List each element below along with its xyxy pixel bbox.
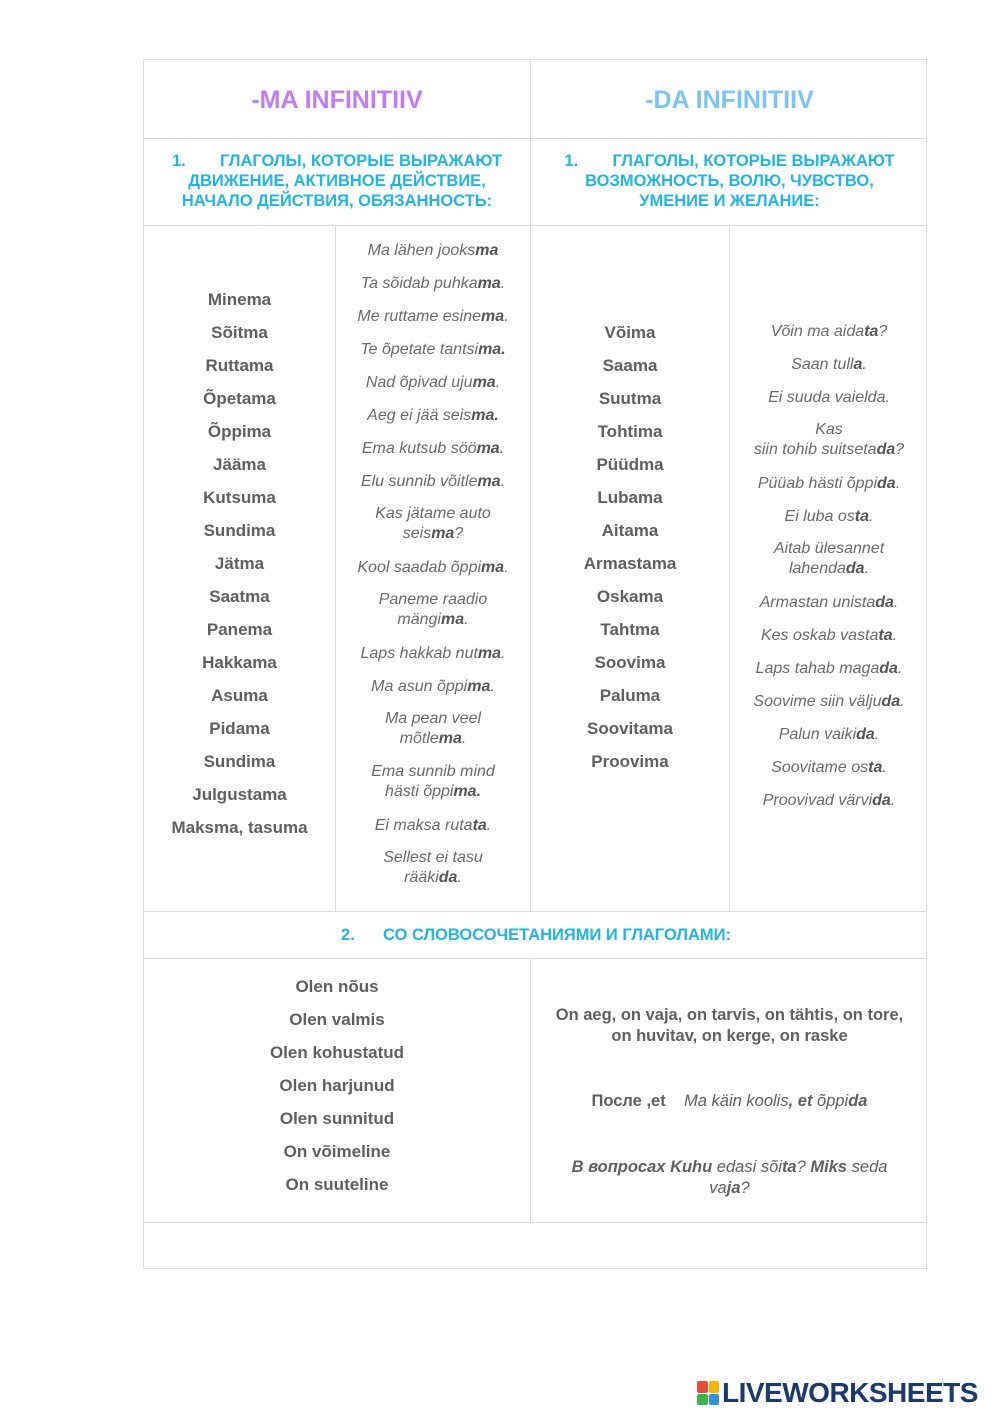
infinitive-ending: ma — [481, 559, 505, 576]
example-text: . — [490, 678, 495, 695]
example-text: ? — [796, 1158, 811, 1176]
questions-rule — [531, 1157, 928, 1199]
rule-number: 1. — [564, 152, 579, 170]
infinitive-ending: ta — [864, 323, 879, 340]
example-text: Aitab ülesannet — [773, 540, 885, 557]
rule-line: ВОЗМОЖНОСТЬ, ВОЛЮ, ЧУВСТВО, — [585, 172, 874, 190]
example-text: Armastan unista — [759, 594, 876, 611]
example-text: Püüab hästi õppi — [757, 475, 878, 492]
verb-item: Soovitama — [587, 719, 673, 738]
verb-item: Kutsuma — [203, 488, 276, 507]
verb-item: Saatma — [209, 587, 270, 606]
example-sentence — [361, 638, 506, 671]
infinitive-ending: da — [875, 594, 894, 611]
example-text: Nad õpivad uju — [365, 374, 473, 391]
rule-number: 1. — [171, 152, 186, 170]
example-text: Võin ma aida — [770, 323, 865, 340]
infinitive-ending: ma — [472, 374, 496, 391]
example-sentence — [791, 349, 867, 382]
ma-infinitive-title: -MA INFINITIIV — [251, 86, 423, 114]
infinitive-ending: da — [877, 475, 896, 492]
example-sentence — [760, 587, 899, 620]
example-text: . — [869, 508, 874, 525]
example-sentence — [362, 433, 504, 466]
verb-item: Suutma — [598, 389, 662, 408]
verb-item: Tohtima — [597, 422, 663, 441]
example-sentence — [360, 334, 505, 367]
example-sentence — [753, 686, 904, 719]
brand-text: LIVEWORKSHEETS — [722, 1377, 978, 1408]
section2-title: СО СЛОВОСОЧЕТАНИЯМИ И ГЛАГОЛАМИ: — [383, 926, 731, 944]
example-text: Paneme raadio — [378, 591, 488, 608]
rule-line: ГЛАГОЛЫ, КОТОРЫЕ ВЫРАЖАЮТ — [612, 152, 895, 170]
example-text: õppi — [812, 1092, 849, 1110]
infinitive-ending: ma. — [471, 407, 499, 424]
example-text: . — [890, 792, 896, 809]
example-text: Laps hakkab nut — [360, 645, 478, 662]
example-bold: , et — [788, 1092, 813, 1110]
example-text: Ma käin koolis — [684, 1092, 789, 1110]
example-text: Ei luba os — [784, 508, 855, 525]
verb-item: Lubama — [597, 488, 663, 507]
example-text: . — [457, 869, 462, 886]
example-text: . — [874, 726, 880, 743]
example-sentence — [771, 752, 887, 785]
verb-item: Püüdma — [596, 455, 664, 474]
infinitive-ending: da — [881, 693, 901, 710]
verb-item: Armastama — [583, 554, 677, 573]
example-text: Palun vaiki — [778, 726, 857, 743]
example-sentence — [371, 757, 495, 810]
example-text: seis — [402, 525, 432, 542]
infinitive-ending: ma — [431, 525, 455, 542]
verb-item: Õpetama — [203, 389, 276, 408]
verb-item: Jätma — [214, 554, 265, 573]
infinitive-ending: ma — [477, 275, 501, 292]
after-et-rule — [531, 1091, 928, 1112]
example-text: lahenda — [788, 560, 846, 577]
example-text: Laps tahab maga — [755, 660, 880, 677]
phrase-list — [144, 970, 530, 1201]
example-text: . — [895, 475, 901, 492]
verb-item: Sundima — [203, 521, 276, 540]
example-text: . — [862, 356, 867, 373]
phrase-item: On suuteline — [285, 1175, 389, 1194]
infinitive-ending: da — [876, 441, 896, 458]
example-text: . — [900, 693, 905, 710]
example-bold: ja — [726, 1179, 741, 1197]
example-bold: ta — [781, 1158, 797, 1176]
example-text: Elu sunnib võitle — [360, 473, 478, 490]
infinitive-ending: ma — [475, 242, 499, 259]
infinitive-ending: ma — [477, 645, 502, 662]
example-sentence — [368, 235, 499, 268]
example-sentence — [361, 466, 505, 499]
example-sentence — [754, 415, 904, 468]
question-word: Kuhu — [670, 1158, 713, 1176]
example-sentence — [768, 382, 890, 415]
example-sentence — [357, 301, 508, 334]
example-text: . — [461, 730, 467, 747]
ma-example-list — [336, 235, 530, 896]
verb-item: Võima — [604, 323, 656, 342]
example-text: Soovime siin välju — [753, 693, 882, 710]
example-text: Ma asun õppi — [371, 678, 468, 695]
infinitive-ending: da — [438, 869, 458, 886]
example-text: Saan tull — [791, 356, 854, 373]
example-sentence — [361, 268, 505, 301]
example-text: hästi õppi — [384, 783, 454, 800]
example-text: ? — [895, 441, 905, 458]
example-text: ? — [454, 525, 464, 542]
phrase-item: Olen valmis — [289, 1010, 385, 1029]
verb-item: Jääma — [213, 455, 266, 474]
example-text: . — [464, 611, 469, 628]
da-rule-header — [531, 151, 928, 211]
verb-item: Paluma — [599, 686, 661, 705]
infinitive-ending: ta — [472, 817, 487, 834]
example-sentence — [366, 367, 500, 400]
example-text: . — [892, 627, 898, 644]
example-sentence — [763, 785, 896, 818]
verb-item: Saama — [602, 356, 658, 375]
example-sentence — [785, 501, 874, 534]
ma-verb-list — [144, 283, 335, 844]
example-sentence — [774, 534, 884, 587]
example-sentence — [779, 719, 880, 752]
example-text: Ta sõidab puhka — [360, 275, 478, 292]
example-sentence — [383, 843, 483, 896]
infinitive-ending: ta — [868, 759, 883, 776]
example-text: Ma lähen jooks — [367, 242, 476, 259]
infinitive-ending: ta — [878, 627, 893, 644]
example-text: Sellest ei tasu — [383, 849, 483, 866]
example-text: Ema kutsub söö — [361, 440, 477, 457]
verb-item: Julgustama — [192, 785, 287, 804]
example-text: mängi — [397, 611, 441, 628]
infinitive-ending: ma — [481, 308, 505, 325]
example-text: . — [501, 645, 506, 662]
example-sentence — [357, 552, 508, 585]
example-text: . — [893, 594, 899, 611]
phrase-item: Olen sunnitud — [279, 1109, 395, 1128]
infinitive-ending: da — [872, 792, 891, 809]
verb-item: Asuma — [211, 686, 268, 705]
da-example-list — [730, 316, 928, 818]
verb-item: Tahtma — [600, 620, 660, 639]
example-sentence — [758, 468, 900, 501]
example-text: Kool saadab õppi — [357, 559, 482, 576]
rule-line: УМЕНИЕ И ЖЕЛАНИЕ: — [639, 192, 820, 210]
example-text: . — [486, 817, 492, 834]
infinitive-ending: da — [879, 660, 898, 677]
example-text: Aeg ei jää seis — [367, 407, 472, 424]
question-word: Miks — [810, 1158, 848, 1176]
logo-icon — [697, 1381, 719, 1405]
infinitive-ending: da — [856, 726, 875, 743]
example-text: Ei maksa ruta — [374, 817, 473, 834]
verb-item: Pidama — [209, 719, 270, 738]
divider — [144, 958, 926, 959]
example-text: . — [500, 275, 506, 292]
impersonal-phrases — [531, 1005, 928, 1047]
verb-item: Ruttama — [205, 356, 274, 375]
example-text: Ei suuda vaielda. — [768, 389, 890, 406]
rule-line: ГЛАГОЛЫ, КОТОРЫЕ ВЫРАЖАЮТ — [219, 152, 503, 170]
example-text: va — [709, 1179, 727, 1197]
divider — [144, 138, 926, 139]
worksheet-table — [143, 59, 927, 1269]
example-sentence — [375, 810, 492, 843]
example-text: . — [864, 560, 870, 577]
after-et-label: После ,et — [591, 1092, 666, 1110]
example-text: Kas jätame auto — [375, 505, 491, 522]
questions-label: В вопросах — [571, 1158, 666, 1176]
example-text: Kes oskab vasta — [760, 627, 879, 644]
example-text: Soovitame os — [771, 759, 869, 776]
example-sentence — [756, 653, 903, 686]
rule-line: ДВИЖЕНИЕ, АКТИВНОЕ ДЕЙСТВИЕ, — [188, 172, 486, 190]
verb-item: Proovima — [591, 752, 669, 771]
example-text: Kas — [815, 421, 843, 438]
example-text: . — [882, 759, 887, 776]
infinitive-ending: ma. — [453, 783, 482, 800]
verb-item: Oskama — [596, 587, 664, 606]
example-sentence — [375, 499, 491, 552]
da-infinitive-title: -DA INFINITIIV — [645, 86, 814, 114]
example-text: . — [504, 559, 509, 576]
example-text: . — [500, 473, 506, 490]
example-sentence — [771, 316, 888, 349]
verb-item: Sundima — [203, 752, 276, 771]
infinitive-ending: ma — [440, 611, 465, 628]
infinitive-ending: da — [845, 560, 865, 577]
phrase-line: On aeg, on vaja, on tarvis, on tähtis, on tore, — [555, 1006, 904, 1024]
phrase-item: Olen nõus — [295, 977, 379, 996]
infinitive-ending: ta — [854, 508, 870, 525]
example-text: edasi sõi — [712, 1158, 782, 1176]
ma-rule-header — [144, 151, 530, 211]
phrase-item: On võimeline — [283, 1142, 391, 1161]
example-text: Me ruttame esine — [357, 308, 482, 325]
verb-item: Panema — [206, 620, 273, 639]
rule-line: НАЧАЛО ДЕЙСТВИЯ, ОБЯЗАННОСТЬ: — [181, 192, 493, 210]
verb-item: Sõitma — [211, 323, 268, 342]
example-text: Ema sunnib mind — [371, 763, 495, 780]
example-sentence — [367, 400, 499, 433]
rule-number: 2. — [341, 926, 355, 944]
infinitive-ending: ma — [467, 678, 491, 695]
section2-header — [144, 925, 928, 945]
example-text: seda — [847, 1158, 888, 1176]
example-text: ? — [740, 1179, 750, 1197]
example-text: siin tohib suitseta — [753, 441, 877, 458]
verb-item: Hakkama — [202, 653, 277, 672]
example-bold: da — [848, 1092, 868, 1110]
example-text: Te õpetate tantsi — [360, 341, 479, 358]
infinitive-ending: ma — [438, 730, 462, 747]
example-text: . — [499, 440, 505, 457]
example-text: Proovivad värvi — [762, 792, 873, 809]
verb-item: Minema — [207, 290, 272, 309]
example-sentence — [385, 704, 481, 757]
phrase-item: Olen harjunud — [279, 1076, 395, 1095]
infinitive-ending: ma — [476, 440, 500, 457]
divider — [144, 911, 926, 912]
example-sentence — [761, 620, 897, 653]
infinitive-ending: ma. — [478, 341, 506, 358]
phrase-line: on huvitav, on kerge, on raske — [611, 1027, 848, 1045]
example-text: . — [504, 308, 509, 325]
phrase-item: Olen kohustatud — [269, 1043, 405, 1062]
da-verb-list — [531, 316, 729, 778]
example-text: . — [897, 660, 903, 677]
example-sentence — [379, 585, 488, 638]
example-text: mõtle — [399, 730, 439, 747]
divider — [144, 225, 926, 226]
divider — [144, 1222, 926, 1223]
example-sentence — [371, 671, 495, 704]
verb-item: Maksma, tasuma — [171, 818, 308, 837]
example-text: Ma pean veel — [384, 710, 482, 727]
example-text: rääki — [404, 869, 439, 886]
infinitive-ending: a — [853, 356, 863, 373]
verb-item: Aitama — [601, 521, 659, 540]
verb-item: Õppima — [207, 422, 272, 441]
verb-item: Soovima — [594, 653, 666, 672]
infinitive-ending: ma — [477, 473, 501, 490]
liveworksheets-logo — [697, 1378, 978, 1408]
example-text: ? — [878, 323, 888, 340]
example-text: . — [495, 374, 501, 391]
